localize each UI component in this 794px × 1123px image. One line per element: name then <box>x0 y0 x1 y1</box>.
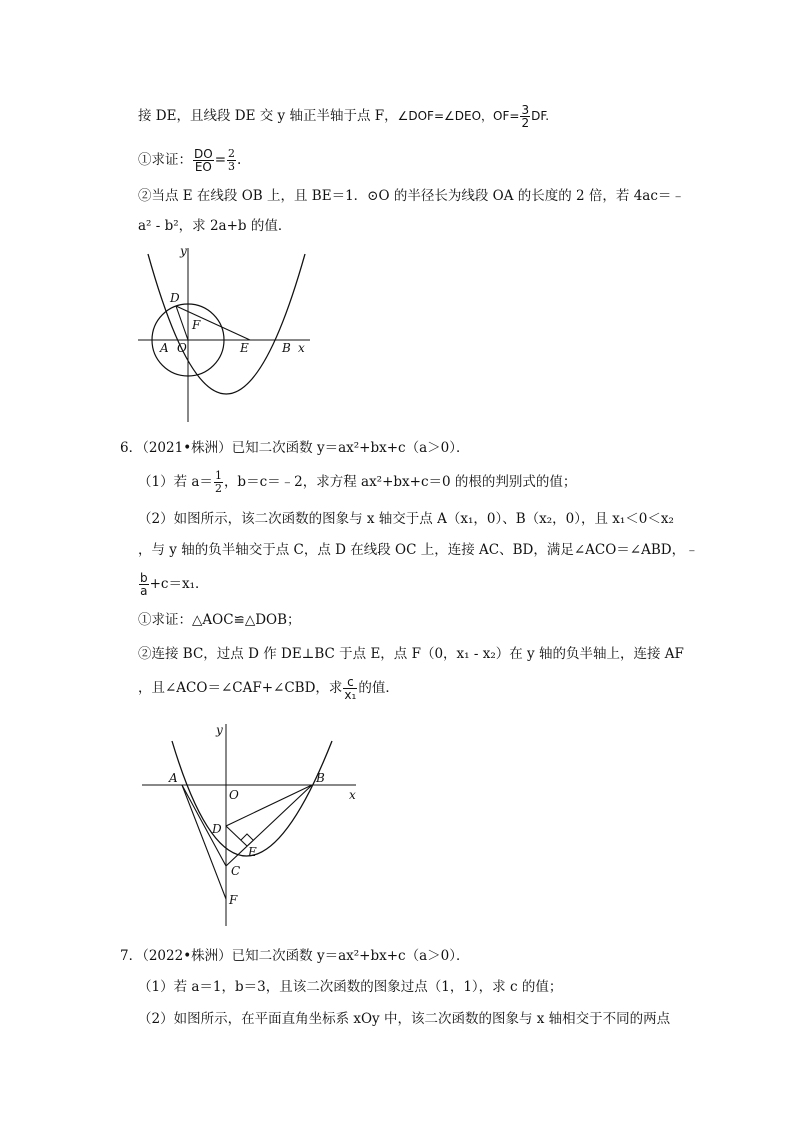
label-o: O <box>229 788 239 802</box>
p6-frac-c-x1: $\frac{c}{\text{x₁}}$ <box>344 675 357 702</box>
label-c: C <box>231 864 241 878</box>
p5-q1: ①求证： $\frac{DO}{EO}$ = $\frac{2}{3}$ . <box>138 147 242 174</box>
p6-frac-b-a: $\frac{b}{a}$ <box>140 571 148 598</box>
p6-sub1: （1）若 a＝ $\frac{1}{2}$ ，b＝c＝﹣2，求方程 ax²+bx+c＝0 的根的判别式的值； <box>138 469 577 495</box>
p5-frac-3-2: $\frac{3}{2}$ <box>521 103 530 130</box>
label-x: x <box>349 788 356 802</box>
segment-de <box>226 826 247 846</box>
label-e: E <box>248 845 257 859</box>
label-b: B <box>316 771 325 785</box>
p5-line1-angle: ∠DOF=∠DEO，OF= <box>397 109 520 123</box>
p5-q1-eq: = <box>214 152 226 168</box>
label-x: x <box>298 341 305 355</box>
label-f: F <box>192 318 201 332</box>
label-f: F <box>229 893 238 907</box>
label-e: E <box>240 341 249 355</box>
label-o: O <box>177 341 187 355</box>
p6-sub2-line2: ，与 y 轴的负半轴交于点 C，点 D 在线段 OC 上，连接 AC、BD，满足∠ACO＝∠ABD，﹣ <box>138 542 699 558</box>
figure-parabola-triangles <box>136 716 366 931</box>
p5-frac-2-3: $\frac{2}{3}$ <box>228 147 235 173</box>
p6-heading: 6．（2021•株洲）已知二次函数 y＝ax²+bx+c（a＞0）． <box>120 440 470 456</box>
segment-de <box>176 306 250 340</box>
p7-sub1: （1）若 a＝1，b＝3，且该二次函数的图象过点（1，1），求 c 的值； <box>138 979 563 995</box>
segment-db <box>226 785 312 826</box>
p7-sub2: （2）如图所示，在平面直角坐标系 xOy 中，该二次函数的图象与 x 轴相交于不同的两点 <box>138 1011 671 1027</box>
p7-heading: 7．（2022•株洲）已知二次函数 y＝ax²+bx+c（a＞0）． <box>120 948 470 964</box>
right-angle-mark <box>241 834 253 840</box>
label-y: y <box>180 244 187 258</box>
label-a: A <box>160 341 169 355</box>
label-d: D <box>170 291 180 305</box>
p5-line1 <box>138 104 549 129</box>
label-y: y <box>216 723 223 737</box>
p6-sub2-line1: （2）如图所示，该二次函数的图象与 x 轴交于点 A（x₁，0）、B（x₂，0），且 x₁＜0＜x₂ <box>138 511 674 527</box>
p6-q1: ①求证：△AOC≌△DOB； <box>138 612 301 628</box>
p5-q2-line1: ②当点 E 在线段 OB 上，且 BE＝1．⊙O 的半径长为线段 OA 的长度的 2 倍，若 4ac＝﹣ <box>138 188 685 204</box>
p6-frac-1-2: $\frac{1}{2}$ <box>214 469 222 495</box>
label-a: A <box>169 771 178 785</box>
parabola <box>148 254 305 394</box>
p6-q2-line2: ，且∠ACO＝∠CAF+∠CBD，求 $\frac{c}{\text{x₁}}$ 的值． <box>138 675 399 702</box>
p5-q1-label: ①求证： <box>138 152 192 168</box>
p5-line1-text: 接 DE，且线段 DE 交 y 轴正半轴于点 F， <box>138 108 398 124</box>
label-b: B <box>282 341 291 355</box>
p6-sub2-line3: $\frac{b}{a}$ +c＝x₁． <box>140 571 209 598</box>
p5-line1-end: DF. <box>531 109 550 123</box>
p6-q2-line1: ②连接 BC，过点 D 作 DE⊥BC 于点 E，点 F（0，x₁ - x₂）在 y 轴的负半轴上，连接 AF <box>138 646 684 662</box>
label-d: D <box>212 822 222 836</box>
p5-frac-do-eo: $\frac{DO}{EO}$ <box>194 147 213 174</box>
segment-cb <box>226 785 312 866</box>
p5-q2-line2: a² - b²，求 2a+b 的值． <box>138 218 292 234</box>
figure-parabola-circle <box>130 242 320 427</box>
